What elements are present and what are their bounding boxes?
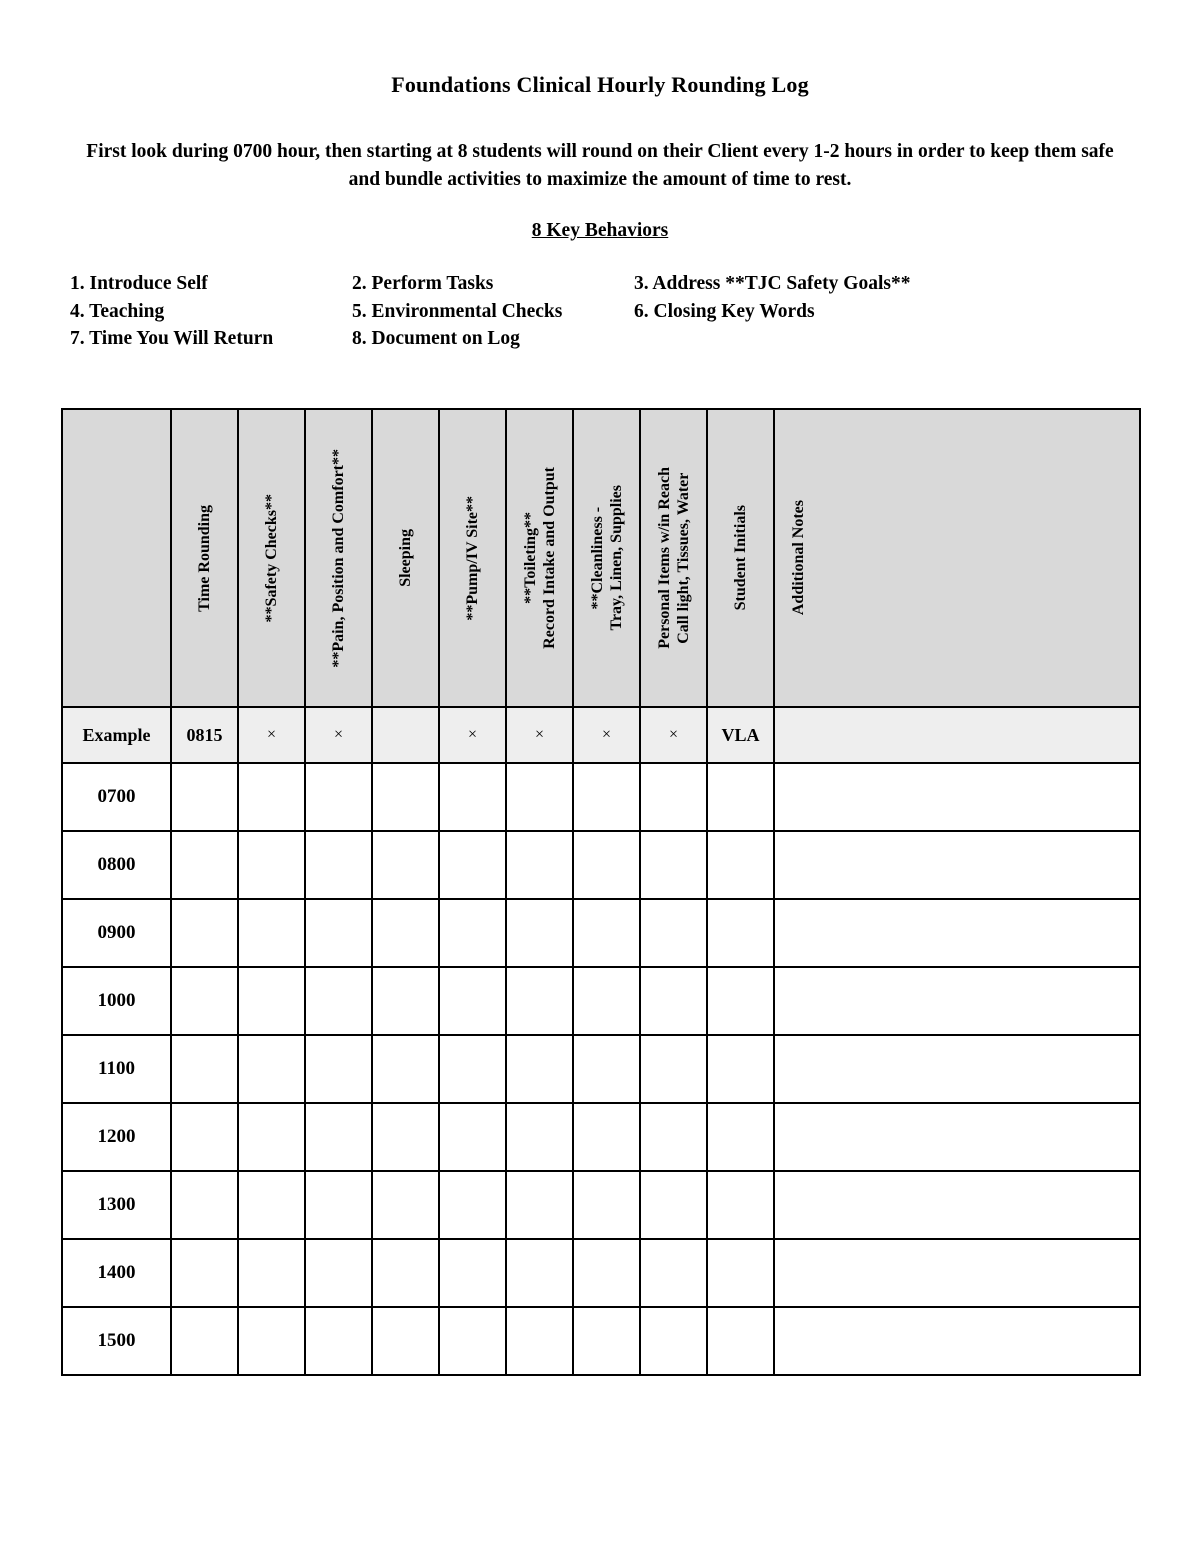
log-entry-cell[interactable] [171,831,238,899]
column-header-personal-items: Personal Items w/in Reach Call light, Tissues, Water [640,409,707,707]
log-entry-cell[interactable] [439,1171,506,1239]
example-initials-cell: VLA [707,707,774,763]
log-entry-cell[interactable] [439,1035,506,1103]
notes-entry-cell[interactable] [774,1239,1140,1307]
log-entry-cell[interactable] [305,1307,372,1375]
column-header-toileting: **Toileting** Record Intake and Output [506,409,573,707]
log-entry-cell[interactable] [171,1035,238,1103]
example-notes-cell [774,707,1140,763]
log-entry-cell[interactable] [238,899,305,967]
hour-time-cell: 1200 [62,1103,171,1171]
log-entry-cell[interactable] [573,967,640,1035]
example-row [62,707,1140,763]
behavior-item: 6. Closing Key Words [634,300,815,322]
log-entry-cell[interactable] [707,1307,774,1375]
log-entry-cell[interactable] [171,1103,238,1171]
log-entry-cell[interactable] [439,1307,506,1375]
hour-row [62,1171,1140,1239]
log-entry-cell[interactable] [506,899,573,967]
log-entry-cell[interactable] [506,967,573,1035]
log-entry-cell[interactable] [238,1307,305,1375]
log-entry-cell[interactable] [171,1239,238,1307]
example-check-mark: × [506,707,573,763]
notes-entry-cell[interactable] [774,899,1140,967]
log-entry-cell[interactable] [573,763,640,831]
corner-header-cell [62,409,171,707]
log-entry-cell[interactable] [439,899,506,967]
example-check-mark: × [238,707,305,763]
log-entry-cell[interactable] [238,1171,305,1239]
log-entry-cell[interactable] [707,763,774,831]
log-entry-cell[interactable] [305,763,372,831]
log-entry-cell[interactable] [707,831,774,899]
log-entry-cell[interactable] [171,1171,238,1239]
log-entry-cell[interactable] [238,1103,305,1171]
log-entry-cell[interactable] [372,1307,439,1375]
log-entry-cell[interactable] [439,1239,506,1307]
log-entry-cell[interactable] [171,899,238,967]
hour-row [62,1307,1140,1375]
example-check-mark: × [439,707,506,763]
log-entry-cell[interactable] [171,1307,238,1375]
log-entry-cell[interactable] [439,763,506,831]
key-behaviors-heading: 8 Key Behaviors [531,220,669,241]
log-entry-cell[interactable] [573,1307,640,1375]
hour-time-cell: 1500 [62,1307,171,1375]
hour-time-cell: 1400 [62,1239,171,1307]
example-check-mark: × [573,707,640,763]
log-entry-cell[interactable] [573,1239,640,1307]
log-entry-cell[interactable] [372,831,439,899]
log-entry-cell[interactable] [171,967,238,1035]
hour-row [62,967,1140,1035]
rounding-log-table [61,408,1141,1376]
behavior-item: 7. Time You Will Return [70,328,274,349]
log-entry-cell[interactable] [640,1307,707,1375]
notes-entry-cell[interactable] [774,1103,1140,1171]
notes-entry-cell[interactable] [774,1307,1140,1375]
notes-entry-cell[interactable] [774,1171,1140,1239]
log-entry-cell[interactable] [640,1103,707,1171]
hour-rows [62,763,1140,1375]
column-header-pain-position-comfort: **Pain, Position and Comfort** [305,409,372,707]
example-check-mark: × [640,707,707,763]
log-entry-cell[interactable] [640,1035,707,1103]
column-header-time-rounding: Time Rounding [171,409,238,707]
log-entry-cell[interactable] [305,899,372,967]
log-entry-cell[interactable] [305,967,372,1035]
log-entry-cell[interactable] [372,1103,439,1171]
log-entry-cell[interactable] [573,899,640,967]
column-header-additional-notes: Additional Notes [774,409,1140,707]
column-header-student-initials: Student Initials [707,409,774,707]
behavior-item: 2. Perform Tasks [352,273,494,294]
log-entry-cell[interactable] [305,1103,372,1171]
hour-row [62,1239,1140,1307]
hour-time-cell: 1300 [62,1171,171,1239]
header-row [62,409,1140,707]
log-entry-cell[interactable] [372,763,439,831]
behavior-item: 3. Address **TJC Safety Goals** [634,273,911,294]
behavior-item: 8. Document on Log [352,328,520,349]
log-entry-cell[interactable] [305,1239,372,1307]
notes-entry-cell[interactable] [774,1035,1140,1103]
example-label-cell: Example [62,707,171,763]
log-entry-cell[interactable] [238,967,305,1035]
log-entry-cell[interactable] [238,1239,305,1307]
hour-row [62,1035,1140,1103]
example-time-cell: 0815 [171,707,238,763]
hour-row [62,1103,1140,1171]
log-entry-cell[interactable] [573,1103,640,1171]
log-entry-cell[interactable] [372,1171,439,1239]
log-entry-cell[interactable] [573,831,640,899]
log-entry-cell[interactable] [238,763,305,831]
column-header-safety-checks: **Safety Checks** [238,409,305,707]
log-entry-cell[interactable] [305,1035,372,1103]
log-entry-cell[interactable] [238,1035,305,1103]
log-entry-cell[interactable] [372,967,439,1035]
behavior-item: 5. Environmental Checks [352,300,563,322]
log-entry-cell[interactable] [506,831,573,899]
column-header-pump-iv-site: **Pump/IV Site** [439,409,506,707]
log-entry-cell[interactable] [305,831,372,899]
log-entry-cell[interactable] [640,899,707,967]
log-entry-cell[interactable] [707,967,774,1035]
log-entry-cell[interactable] [640,1171,707,1239]
log-entry-cell[interactable] [439,831,506,899]
intro-paragraph: First look during 0700 hour, then starting at 8 students will round on their Client every 1-2 hours in order to keep them safe and bundle activities to maximize the amount of time to rest. [86,141,1114,190]
hour-time-cell: 0900 [62,899,171,967]
notes-entry-cell[interactable] [774,763,1140,831]
log-entry-cell[interactable] [707,1103,774,1171]
log-entry-cell[interactable] [238,831,305,899]
log-entry-cell[interactable] [707,899,774,967]
log-entry-cell[interactable] [171,763,238,831]
log-entry-cell[interactable] [640,831,707,899]
log-entry-cell[interactable] [305,1171,372,1239]
log-entry-cell[interactable] [640,1239,707,1307]
column-header-cleanliness: **Cleanliness - Tray, Linen, Supplies [573,409,640,707]
hour-time-cell: 0800 [62,831,171,899]
log-entry-cell[interactable] [506,1035,573,1103]
hour-time-cell: 1100 [62,1035,171,1103]
behavior-item: 1. Introduce Self [70,273,208,294]
log-entry-cell[interactable] [439,1103,506,1171]
log-entry-cell[interactable] [506,763,573,831]
behavior-item: 4. Teaching [70,300,165,322]
log-entry-cell[interactable] [573,1035,640,1103]
page-title: Foundations Clinical Hourly Rounding Log [391,72,809,97]
log-entry-cell[interactable] [707,1171,774,1239]
log-entry-cell[interactable] [506,1171,573,1239]
example-check-mark: × [305,707,372,763]
hour-row [62,899,1140,967]
example-check-mark [372,707,439,763]
log-entry-cell[interactable] [506,1307,573,1375]
hour-time-cell: 1000 [62,967,171,1035]
column-header-sleeping: Sleeping [372,409,439,707]
notes-entry-cell[interactable] [774,967,1140,1035]
hour-time-cell: 0700 [62,763,171,831]
hour-row [62,763,1140,831]
log-entry-cell[interactable] [573,1171,640,1239]
hour-row [62,831,1140,899]
log-entry-cell[interactable] [707,1035,774,1103]
log-entry-cell[interactable] [506,1239,573,1307]
log-entry-cell[interactable] [640,763,707,831]
log-entry-cell[interactable] [439,967,506,1035]
key-behaviors-list [70,273,1070,356]
log-entry-cell[interactable] [640,967,707,1035]
log-entry-cell[interactable] [372,1239,439,1307]
log-entry-cell[interactable] [506,1103,573,1171]
log-entry-cell[interactable] [707,1239,774,1307]
log-entry-cell[interactable] [372,899,439,967]
notes-entry-cell[interactable] [774,831,1140,899]
log-entry-cell[interactable] [372,1035,439,1103]
